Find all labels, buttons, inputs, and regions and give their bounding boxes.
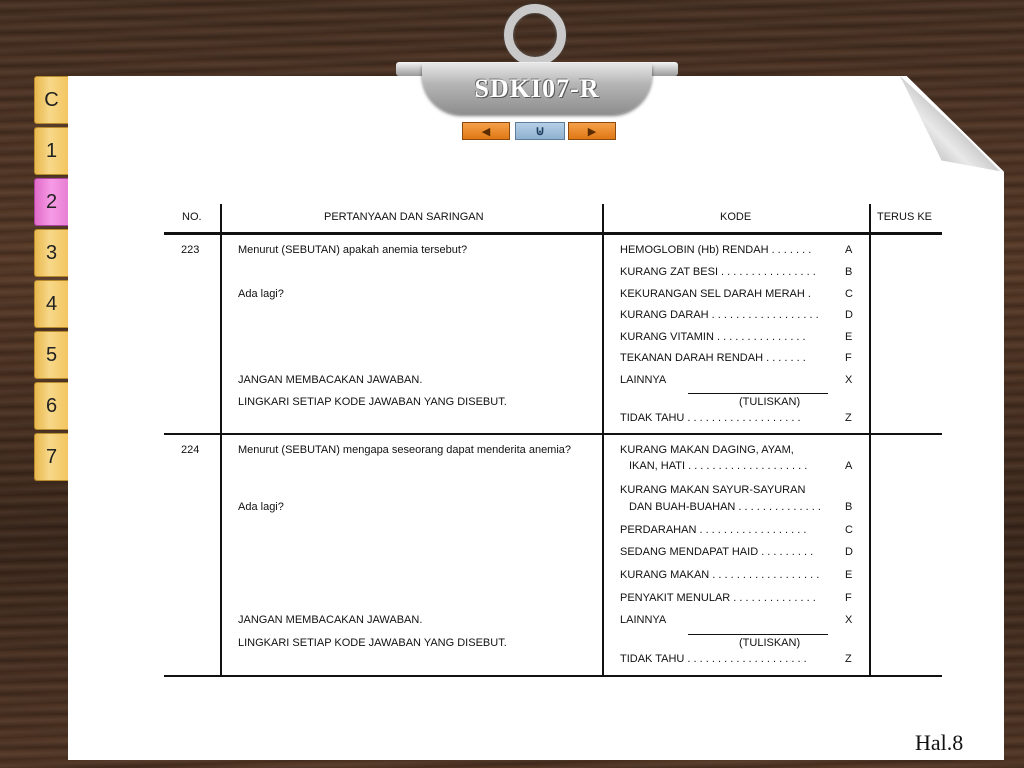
q224-option-code: F <box>845 592 852 604</box>
q224-question: Menurut (SEBUTAN) mengapa seseorang dapat menderita anemia? <box>238 444 572 456</box>
col-header-question: PERTANYAAN DAN SARINGAN <box>324 211 484 223</box>
col-divider-2 <box>602 204 604 677</box>
q223-instruction-2: LINGKARI SETIAP KODE JAWABAN YANG DISEBUT. <box>238 396 507 408</box>
q223-write-in-line[interactable] <box>688 393 828 394</box>
q224-option-label: LAINNYA <box>620 614 667 626</box>
q223-option-label: KURANG VITAMIN . . . . . . . . . . . . . . . <box>620 331 806 343</box>
q223-option-code: Z <box>845 412 852 424</box>
next-arrow-icon: ▶ <box>587 125 597 138</box>
q224-option-label: PENYAKIT MENULAR . . . . . . . . . . . . . . <box>620 592 816 604</box>
col-header-no: NO. <box>182 211 202 223</box>
q223-question: Menurut (SEBUTAN) apakah anemia tersebut? <box>238 244 468 256</box>
clip-label: SDKI07-R <box>474 74 600 103</box>
q224-option-code: Z <box>845 653 852 665</box>
q223-option-code: C <box>845 288 853 300</box>
q224-option-label: PERDARAHAN . . . . . . . . . . . . . . . . . . <box>620 524 807 536</box>
col-divider-3 <box>869 204 871 677</box>
q223-instruction-1: JANGAN MEMBACAKAN JAWABAN. <box>238 374 423 386</box>
q223-option-label: TIDAK TAHU . . . . . . . . . . . . . . . . . . . <box>620 412 801 424</box>
q224-option-line1: KURANG MAKAN SAYUR-SAYURAN <box>620 484 806 496</box>
q223-option-code: A <box>845 244 853 256</box>
q223-option-label: KURANG DARAH . . . . . . . . . . . . . . . . . . <box>620 309 819 321</box>
page-number: Hal.8 <box>915 730 964 755</box>
table-bottom-rule <box>164 675 942 677</box>
q224-option-label: SEDANG MENDAPAT HAID . . . . . . . . . <box>620 546 814 558</box>
q223-option-code: X <box>845 374 853 386</box>
col-header-code: KODE <box>720 211 752 223</box>
col-header-skip: TERUS KE <box>877 211 933 223</box>
tab-5[interactable]: 5 <box>34 331 68 379</box>
q224-option-code: A <box>845 460 853 472</box>
q224-probe: Ada lagi? <box>238 501 284 513</box>
q224-option-code: C <box>845 524 853 536</box>
tab-3[interactable]: 3 <box>34 229 68 277</box>
row-divider <box>164 433 942 435</box>
tab-1[interactable]: 1 <box>34 127 68 175</box>
q223-option-label: LAINNYA <box>620 374 667 386</box>
q224-option-label: KURANG MAKAN . . . . . . . . . . . . . . . . . . <box>620 569 820 581</box>
header-rule <box>164 232 942 235</box>
q224-option-line1: KURANG MAKAN DAGING, AYAM, <box>620 444 794 456</box>
q223-option-code: D <box>845 309 853 321</box>
q223-write-in-hint: (TULISKAN) <box>739 396 801 408</box>
return-icon: ⊍ <box>535 123 545 138</box>
q224-option-code: X <box>845 614 853 626</box>
tab-6[interactable]: 6 <box>34 382 68 430</box>
tab-c[interactable]: C <box>34 76 68 124</box>
q223-option-label: KEKURANGAN SEL DARAH MERAH . <box>620 288 811 300</box>
tab-2[interactable]: 2 <box>34 178 68 226</box>
q223-option-label: TEKANAN DARAH RENDAH . . . . . . . <box>620 352 806 364</box>
q223-option-code: E <box>845 331 853 343</box>
q224-option-code: B <box>845 501 853 513</box>
q224-option-label: IKAN, HATI . . . . . . . . . . . . . . . . . . . . <box>629 460 808 472</box>
col-divider-1 <box>220 204 222 677</box>
q224-write-in-hint: (TULISKAN) <box>739 637 801 649</box>
tab-7[interactable]: 7 <box>34 433 68 481</box>
q223-number: 223 <box>181 244 200 256</box>
q224-option-code: E <box>845 569 853 581</box>
q224-number: 224 <box>181 444 200 456</box>
q224-write-in-line[interactable] <box>688 634 828 635</box>
q223-option-code: F <box>845 352 852 364</box>
q224-option-label: DAN BUAH-BUAHAN . . . . . . . . . . . . . . <box>629 501 821 513</box>
tab-4[interactable]: 4 <box>34 280 68 328</box>
prev-arrow-icon: ◀ <box>481 125 491 138</box>
q224-instruction-1: JANGAN MEMBACAKAN JAWABAN. <box>238 614 423 626</box>
q224-instruction-2: LINGKARI SETIAP KODE JAWABAN YANG DISEBUT. <box>238 637 507 649</box>
q223-option-label: KURANG ZAT BESI . . . . . . . . . . . . . . . . <box>620 266 816 278</box>
q224-option-label: TIDAK TAHU . . . . . . . . . . . . . . . . . . . . <box>620 653 807 665</box>
q223-option-label: HEMOGLOBIN (Hb) RENDAH . . . . . . . <box>620 244 812 256</box>
q223-option-code: B <box>845 266 853 278</box>
q223-probe: Ada lagi? <box>238 288 284 300</box>
q224-option-code: D <box>845 546 853 558</box>
